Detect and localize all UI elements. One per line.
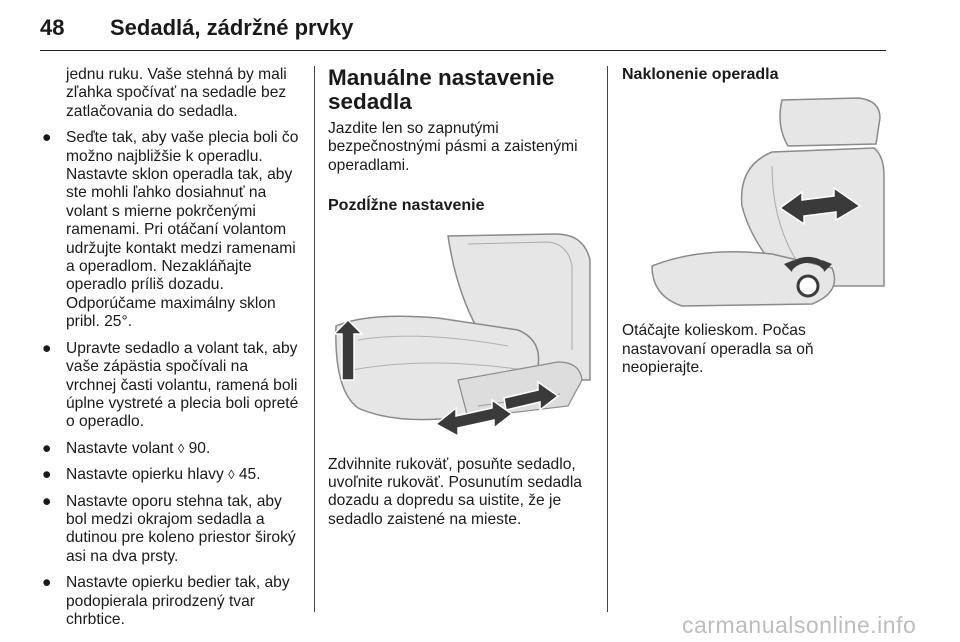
- list-item-text: Seďte tak, aby vaše plecia boli čo možno najbližšie k operadlu. Nastavte sklon operadla tak, aby ste mohli ľahko dosiahnuť na volant s mierne pokrčenými ramenami. Pri otáčaní volantom udržujte kontakt medzi ramenami a operadlom. Nezakláňajte operadlo príliš dozadu. Odporúčame maximálny sklon pribl. 25°.: [66, 129, 299, 331]
- list-item-text: Nastavte opierku hlavy: [66, 466, 224, 484]
- intro-text: Jazdite len so zapnutými bezpečnostnými pásmi a zaistenými operadlami.: [328, 120, 578, 174]
- column-divider-2: [607, 66, 608, 612]
- column-middle: [328, 66, 594, 529]
- bullet-list: [40, 129, 302, 629]
- list-item-text: Upravte sedadlo a volant tak, aby vaše zápästia spočívali na vrchnej časti volantu, ramená boli úplne vystreté a plecia boli opreté o operadlo.: [66, 339, 299, 431]
- list-item: [40, 466, 302, 484]
- cross-reference-icon: ◊: [228, 467, 235, 483]
- watermark-text: carmanualsonline.info: [682, 612, 917, 638]
- page-header: [40, 4, 886, 51]
- list-item: [40, 574, 302, 629]
- page-reference-link[interactable]: 90.: [188, 439, 211, 457]
- page-reference-link[interactable]: 45.: [238, 466, 261, 484]
- caption-longitudinal: Zdvihnite rukoväť, posuňte sedadlo, uvoľnite rukoväť. Posunutím sedadla dozadu a dopredu sa uistite, že je sedadlo zaistené na mieste.: [328, 455, 582, 528]
- cross-reference-icon: ◊: [177, 440, 185, 456]
- list-item: [40, 340, 302, 432]
- column-right: [622, 66, 888, 378]
- section-heading: Manuálne nastavenie sedadla: [328, 65, 555, 114]
- seat-longitudinal-illustration: [328, 230, 592, 442]
- list-item: [40, 440, 302, 458]
- list-item-text: Nastavte opierku bedier tak, aby podopierala prirodzený tvar chrbtice.: [66, 574, 290, 628]
- list-item: [40, 493, 302, 567]
- list-item-text: Nastavte oporu stehna tak, aby bol medzi okrajom sedadla a dutinou pre koleno priestor široký asi na dva prsty.: [66, 492, 296, 565]
- list-item-text: Nastavte volant: [66, 439, 174, 457]
- headrest-shape: [780, 98, 880, 146]
- list-item: [40, 129, 302, 331]
- caption-recline: Otáčajte kolieskom. Počas nastavovaní operadla sa oň neopierajte.: [622, 322, 814, 377]
- subheading-longitudinal: Pozdĺžne nastavenie: [328, 197, 485, 215]
- page-number: 48: [40, 15, 65, 40]
- subheading-recline: Naklonenie operadla: [622, 66, 779, 83]
- column-divider-1: [314, 66, 315, 612]
- seat-recline-illustration: [622, 96, 886, 308]
- bullet-icon: ●: [42, 339, 52, 357]
- bullet-icon: ●: [42, 574, 52, 592]
- bullet-icon: ●: [42, 439, 52, 457]
- column-left: [40, 66, 302, 637]
- page-title: Sedadlá, zádržné prvky: [110, 15, 354, 40]
- bullet-icon: ●: [42, 129, 52, 147]
- bullet-icon: ●: [42, 492, 52, 510]
- bullet-icon: ●: [42, 466, 52, 484]
- continuation-text: jednu ruku. Vaše stehná by mali zľahka spočívať na sedadle bez zatlačovania do sedadla.: [66, 66, 287, 120]
